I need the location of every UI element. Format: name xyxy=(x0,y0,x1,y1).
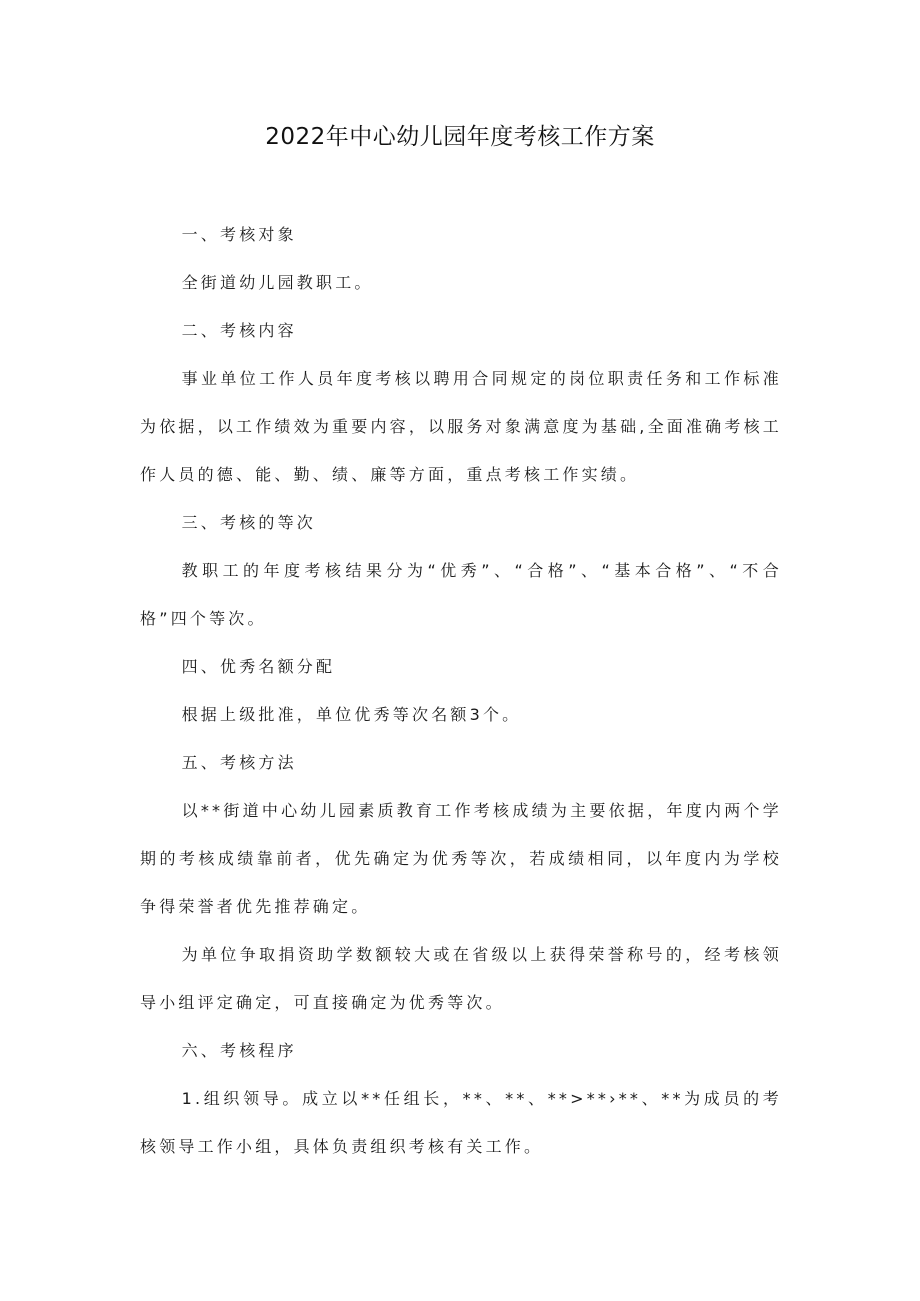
paragraph-assessment-grades: 教职工的年度考核结果分为“优秀”、“合格”、“基本合格”、“不合格”四个等次。 xyxy=(140,561,782,628)
document-title: 2022年中心幼儿园年度考核工作方案 xyxy=(265,124,655,150)
paragraph-assessment-procedure-1: 1.组织领导。成立以**任组长，**、**、**>**›**、**为成员的考核领导工作小组，具体负责组织考核有关工作。 xyxy=(140,1089,782,1156)
section-heading-assessment-grades: 三、考核的等次 xyxy=(181,513,316,532)
section-heading-excellent-quota: 四、优秀名额分配 xyxy=(181,657,336,676)
paragraph-assessment-method-1: 以**街道中心幼儿园素质教育工作考核成绩为主要依据，年度内两个学期的考核成绩靠前者，优先确定为优秀等次，若成绩相同，以年度内为学校争得荣誉者优先推荐确定。 xyxy=(140,801,782,916)
paragraph-assessment-content: 事业单位工作人员年度考核以聘用合同规定的岗位职责任务和工作标准为依据，以工作绩效为重要内容，以服务对象满意度为基础,全面准确考核工作人员的德、能、勤、绩、廉等方面，重点考核工作实绩。 xyxy=(140,369,782,484)
paragraph-assessment-target: 全街道幼儿园教职工。 xyxy=(181,273,374,292)
document-body xyxy=(140,211,782,1171)
paragraph-excellent-quota: 根据上级批准，单位优秀等次名额3个。 xyxy=(181,705,522,724)
section-heading-assessment-target: 一、考核对象 xyxy=(181,225,297,244)
paragraph-assessment-method-2: 为单位争取捐资助学数额较大或在省级以上获得荣誉称号的，经考核领导小组评定确定，可直接确定为优秀等次。 xyxy=(140,945,782,1012)
section-heading-assessment-procedure: 六、考核程序 xyxy=(181,1041,297,1060)
section-heading-assessment-method: 五、考核方法 xyxy=(181,753,297,772)
section-heading-assessment-content: 二、考核内容 xyxy=(181,321,297,340)
